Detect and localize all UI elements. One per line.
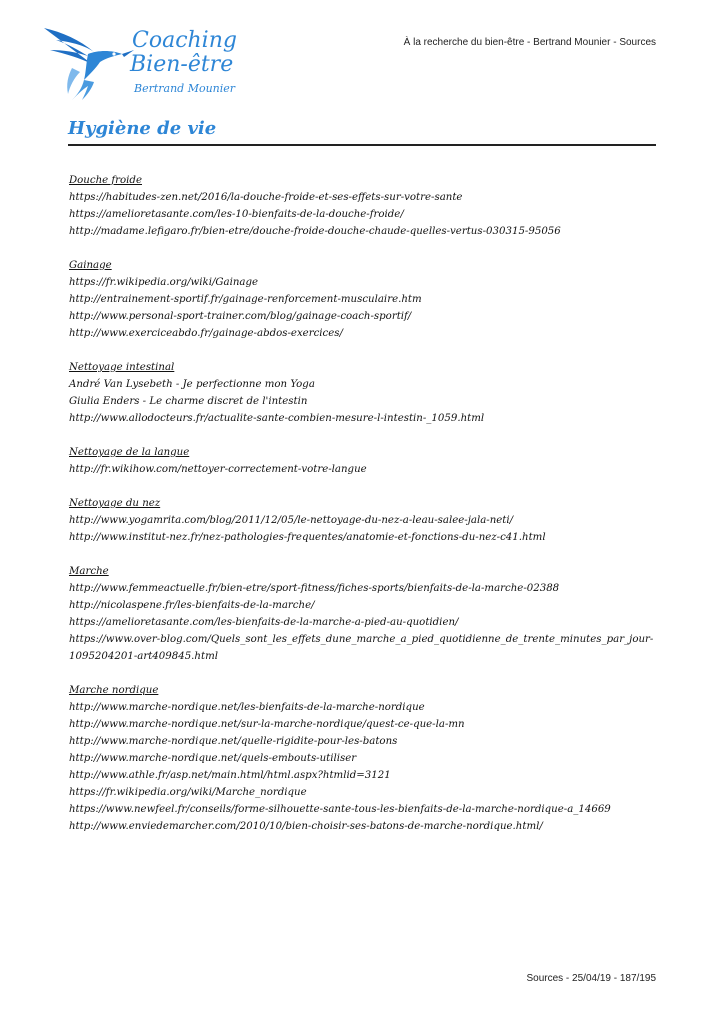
page-footer: Sources - 25/04/19 - 187/195 [526,973,656,984]
section-heading: Nettoyage intestinal [69,362,175,373]
source-link[interactable]: http://www.femmeactuelle.fr/bien-etre/sport-fitness/fiches-sports/bienfaits-de-la-marche-02388 [69,583,560,594]
source-link[interactable]: http://madame.lefigaro.fr/bien-etre/douche-froide-douche-chaude-quelles-vertus-030315-95056 [69,226,561,237]
coaching-logo [42,24,252,104]
source-link[interactable]: http://www.marche-nordique.net/les-bienfaits-de-la-marche-nordique [69,702,425,713]
source-section [69,563,657,665]
source-link[interactable]: http://www.personal-sport-trainer.com/blog/gainage-coach-sportif/ [69,311,412,322]
section-heading: Marche nordique [69,685,159,696]
source-link[interactable]: http://entrainement-sportif.fr/gainage-renforcement-musculaire.htm [69,294,422,305]
running-header: À la recherche du bien-être - Bertrand Mounier - Sources [403,37,656,48]
source-link[interactable]: http://www.institut-nez.fr/nez-pathologies-frequentes/anatomie-et-fonctions-du-nez-c41.html [69,532,546,543]
source-section [69,359,657,427]
source-link[interactable]: https://fr.wikipedia.org/wiki/Marche_nordique [69,787,307,798]
section-heading: Marche [69,566,109,577]
source-link[interactable]: https://habitudes-zen.net/2016/la-douche-froide-et-ses-effets-sur-votre-sante [69,192,463,203]
source-link[interactable]: https://amelioretasante.com/les-10-bienfaits-de-la-douche-froide/ [69,209,404,220]
source-link[interactable]: http://nicolaspene.fr/les-bienfaits-de-la-marche/ [69,600,315,611]
source-link[interactable]: https://www.over-blog.com/Quels_sont_les_effets_dune_marche_a_pied_quotidienne_de_trente_minutes_par_jour-1095204201-art409845.html [69,634,654,662]
source-link[interactable]: https://fr.wikipedia.org/wiki/Gainage [69,277,259,288]
source-link[interactable]: http://www.marche-nordique.net/quels-embouts-utiliser [69,753,357,764]
source-link[interactable]: http://www.marche-nordique.net/sur-la-marche-nordique/quest-ce-que-la-mn [69,719,465,730]
source-section [69,257,657,342]
title-divider [68,144,656,146]
section-heading: Nettoyage de la langue [69,447,190,458]
source-link[interactable]: http://www.marche-nordique.net/quelle-rigidite-pour-les-batons [69,736,398,747]
source-link[interactable]: http://www.yogamrita.com/blog/2011/12/05/le-nettoyage-du-nez-a-leau-salee-jala-neti/ [69,515,514,526]
source-link[interactable]: http://www.exerciceabdo.fr/gainage-abdos-exercices/ [69,328,343,339]
source-section [69,172,657,240]
source-link[interactable]: https://amelioretasante.com/les-bienfaits-de-la-marche-a-pied-au-quotidien/ [69,617,459,628]
logo-author: Bertrand Mounier [134,82,236,95]
source-link[interactable]: http://www.enviedemarcher.com/2010/10/bien-choisir-ses-batons-de-marche-nordique.html/ [69,821,543,832]
section-heading: Gainage [69,260,112,271]
sources-list [69,172,657,852]
source-link[interactable]: http://www.allodocteurs.fr/actualite-sante-combien-mesure-l-intestin-_1059.html [69,413,485,424]
source-section [69,682,657,835]
source-section [69,495,657,546]
source-reference: Giulia Enders - Le charme discret de l'intestin [69,396,308,407]
section-heading: Douche froide [69,175,142,186]
hummingbird-logo-icon [42,24,134,102]
logo-title-line1: Coaching [132,28,237,53]
source-reference: André Van Lysebeth - Je perfectionne mon Yoga [69,379,315,390]
source-link[interactable]: https://www.newfeel.fr/conseils/forme-silhouette-sante-tous-les-bienfaits-de-la-marche-nordique-a_14669 [69,804,611,815]
logo-title-line2: Bien-être [130,52,234,77]
source-link[interactable]: http://www.athle.fr/asp.net/main.html/html.aspx?htmlid=3121 [69,770,391,781]
source-link[interactable]: http://fr.wikihow.com/nettoyer-correctement-votre-langue [69,464,367,475]
source-section [69,444,657,478]
page-title: Hygiène de vie [68,118,217,139]
section-heading: Nettoyage du nez [69,498,161,509]
